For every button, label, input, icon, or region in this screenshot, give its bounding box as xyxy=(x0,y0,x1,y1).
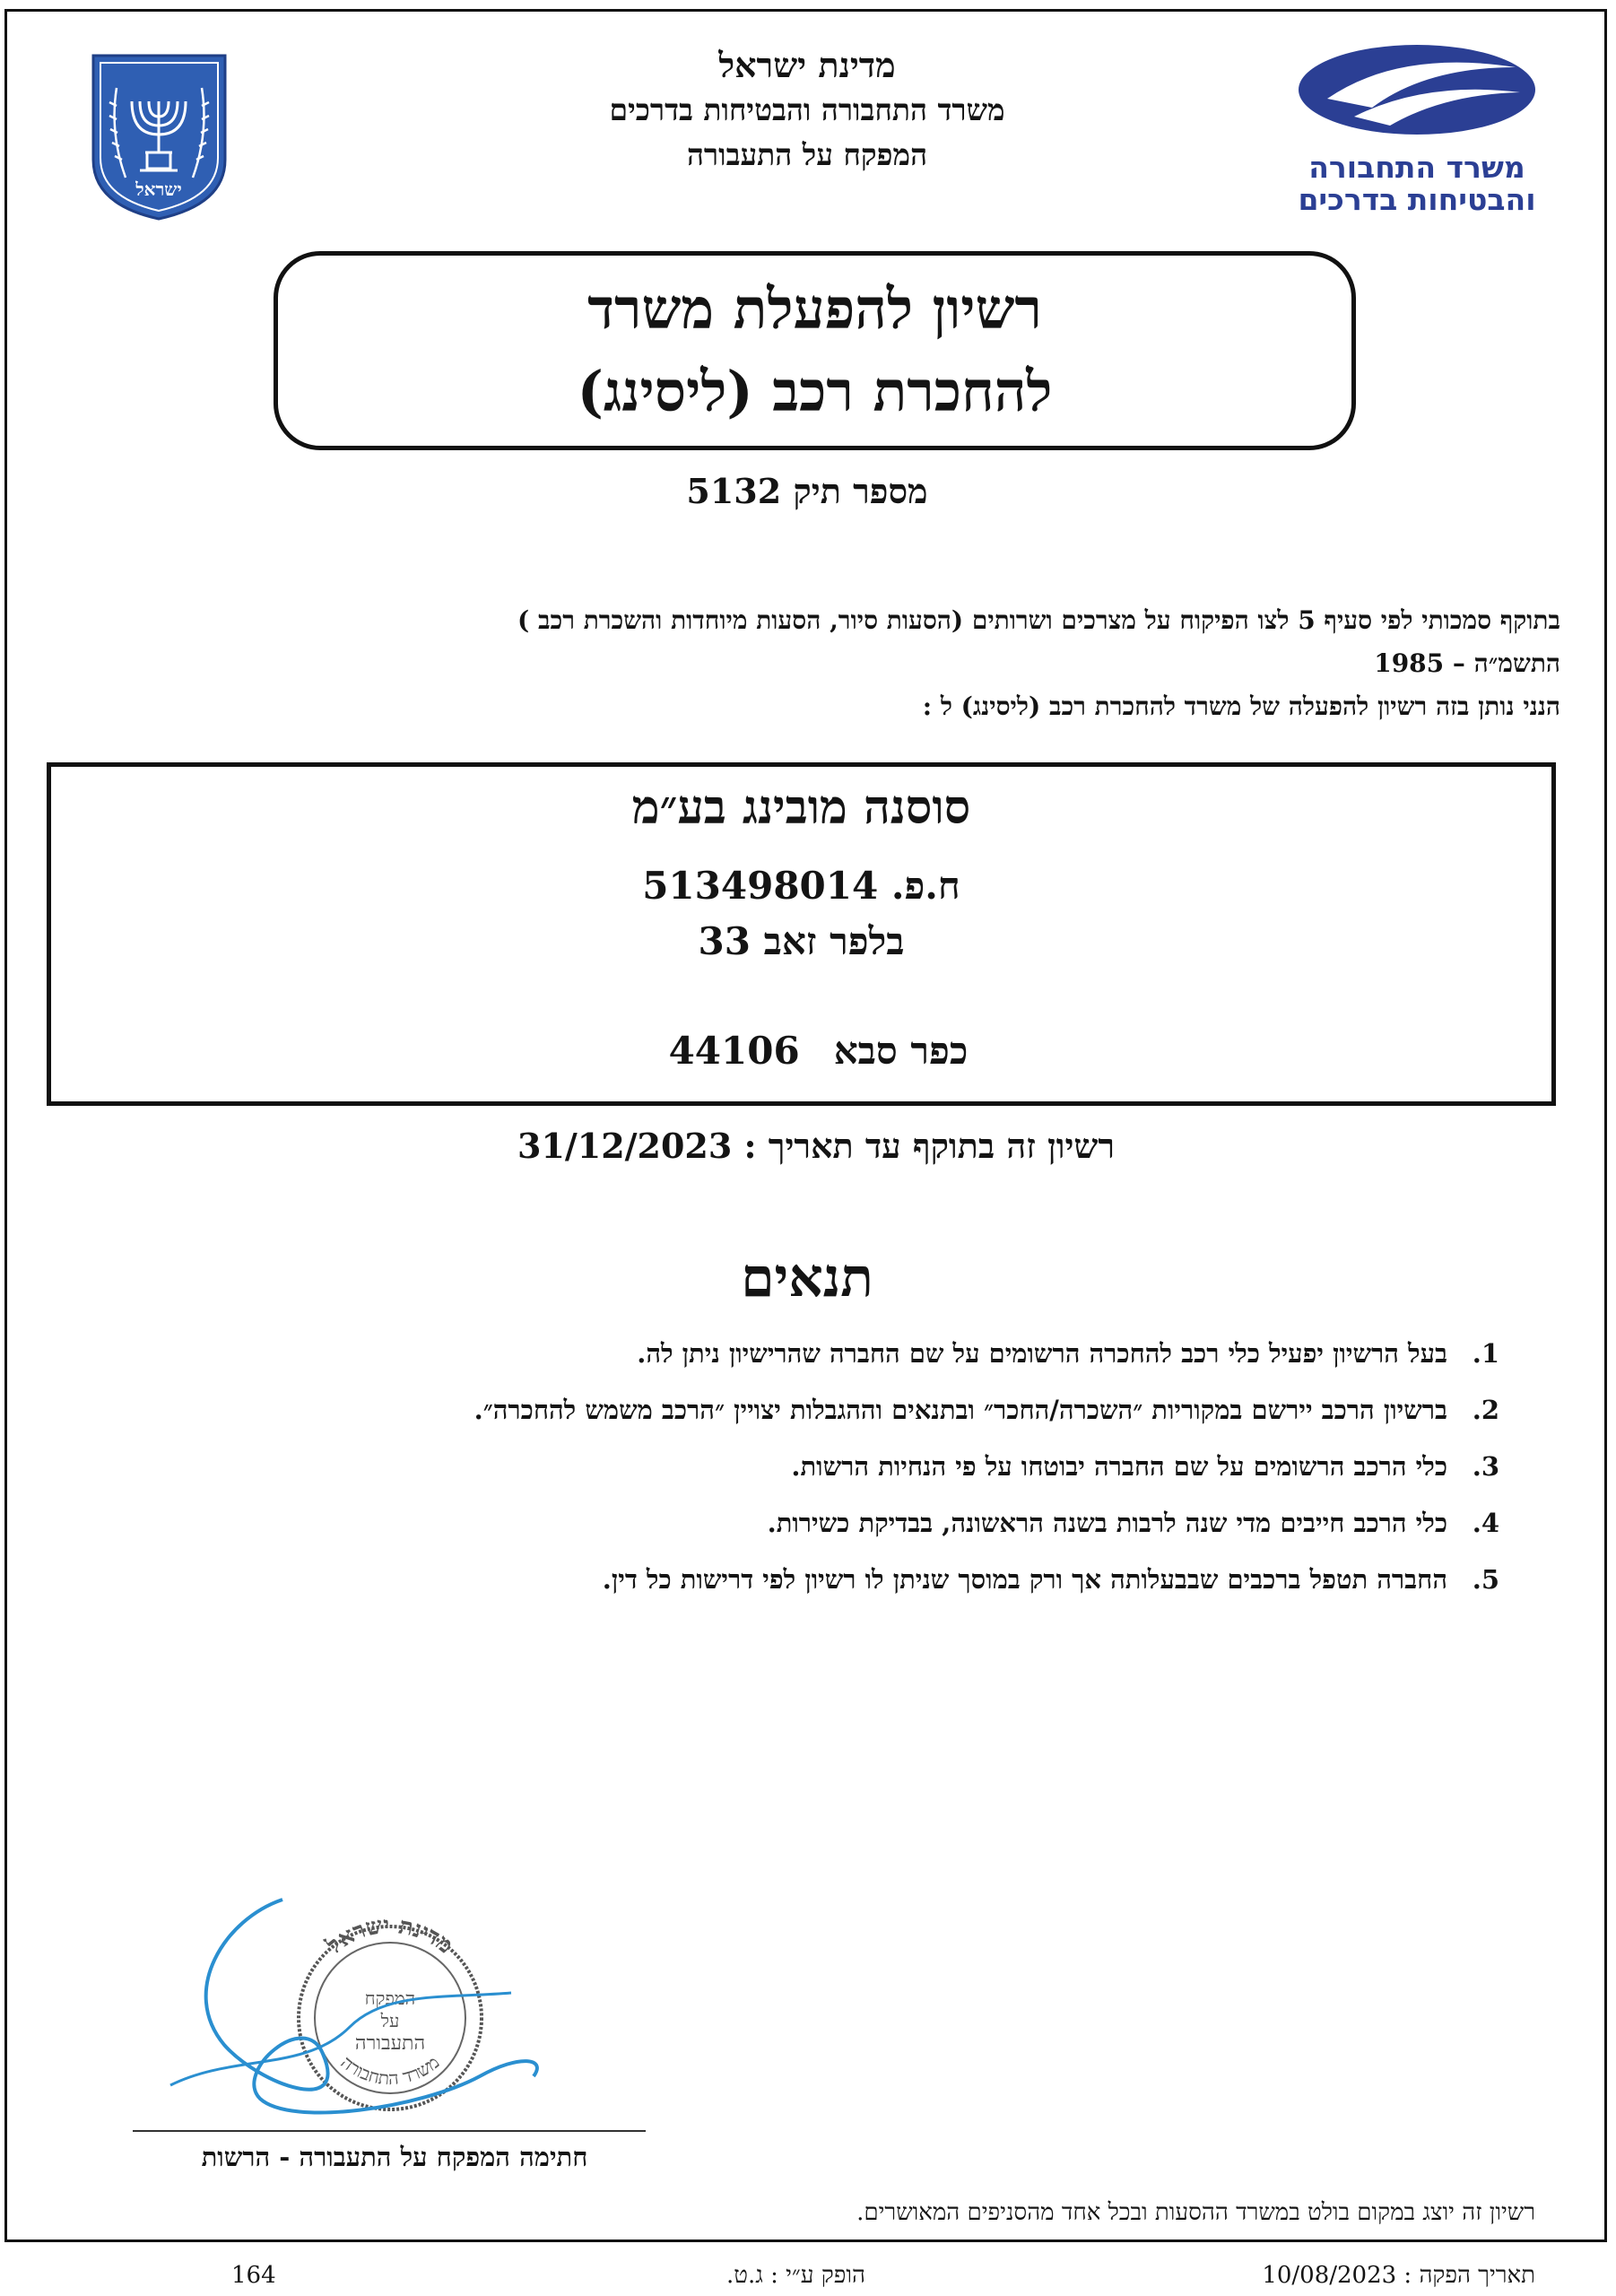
stamp-inner-line-3: התעבורה xyxy=(354,2032,426,2055)
official-stamp-icon xyxy=(126,1892,583,2126)
file-number: מספר תיק 5132 xyxy=(686,471,928,511)
validity-line: רשיון זה בתוקף עד תאריך : 31/12/2023 xyxy=(517,1126,1115,1166)
conditions-list xyxy=(341,1332,1499,1614)
condition-number: 2. xyxy=(1472,1395,1499,1425)
holder-city-line xyxy=(51,1029,1551,1074)
condition-number: 4. xyxy=(1472,1508,1499,1538)
stamp-inner-line-2: על xyxy=(380,2010,400,2031)
stamp-and-signature xyxy=(126,1892,583,2126)
logo-line-2: והבטיחות בדרכים xyxy=(1298,182,1536,217)
authority-line-3: הנני נותן בזה רשיון להפעלה של משרד להחכרת רכב (ליסינג) ל : xyxy=(922,691,1560,721)
condition-number: 5. xyxy=(1472,1564,1499,1595)
authority-line-1: בתוקף סמכותי לפי סעיף 5 לצו הפיקוח על מצרכים ושרותים (הסעות סיור, הסעות מיוחדות והשכרת רכב ) xyxy=(517,605,1560,635)
state-emblem xyxy=(90,52,229,222)
license-title-box xyxy=(274,251,1356,450)
logo-line-1: משרד התחבורה xyxy=(1308,150,1525,185)
condition-text: כלי הרכב הרשומים על שם החברה יבוטחו על פי הנחיות הרשות. xyxy=(791,1451,1447,1482)
svg-text:מדינת ישראל xyxy=(321,1912,458,1960)
condition-item xyxy=(341,1445,1499,1501)
supervisor-name: המפקח על התעבורה xyxy=(686,137,928,172)
condition-item xyxy=(341,1388,1499,1445)
stamp-outer-text: מדינת ישראל xyxy=(321,1911,458,1960)
holder-zip: 44106 xyxy=(668,1029,800,1073)
condition-text: ברשיון הרכב יירשם במקוריות ״השכרה/החכר״ ובתנאים וההגבלות יצויין ״הרכב משמש להחכרה״. xyxy=(474,1395,1447,1425)
display-notice: רשיון זה יוצג במקום בולט במשרד ההסעות ובכל אחד מהסניפים המאושרים. xyxy=(856,2199,1535,2226)
ministry-logo xyxy=(1291,40,1542,229)
conditions-title: תנאים xyxy=(741,1247,873,1309)
ministry-name: משרד התחבורה והבטיחות בדרכים xyxy=(609,92,1005,127)
license-title-line-1: רשיון להפעלת משרד xyxy=(587,276,1042,342)
state-name: מדינת ישראל xyxy=(718,45,896,85)
signature-caption: חתימה המפקח על התעבורה - הרשות xyxy=(201,2142,588,2172)
holder-company-id: ח.פ. 513498014 xyxy=(642,864,960,908)
emblem-caption: ישראל xyxy=(135,178,182,200)
condition-text: החברה תטפל ברכבים שבבעלותה אך ורק במוסך שניתן לו רשיון לפי דרישות כל דין. xyxy=(602,1564,1447,1595)
holder-city: כפר סבא xyxy=(833,1029,969,1073)
footer-issued-by: הופק ע״י : ג.ט. xyxy=(726,2262,865,2289)
condition-item xyxy=(341,1558,1499,1614)
condition-text: כלי הרכב חייבים מדי שנה לרבות בשנה הראשונה, בבדיקת כשירות. xyxy=(767,1508,1447,1538)
condition-number: 3. xyxy=(1472,1451,1499,1482)
document-header xyxy=(502,43,1112,178)
authority-paragraph xyxy=(233,599,1560,728)
holder-street: בלפר זאב 33 xyxy=(698,919,905,963)
authority-line-2: התשמ״ה – 1985 xyxy=(1374,648,1560,678)
license-holder-box xyxy=(47,762,1556,1106)
stamp-bottom-text: משרד התחבורה xyxy=(336,2051,444,2090)
condition-number: 1. xyxy=(1472,1338,1499,1369)
footer-page-code: 164 xyxy=(231,2262,276,2289)
footer-issue-date: תאריך הפקה : 10/08/2023 xyxy=(1262,2262,1535,2289)
signature-line xyxy=(133,2130,646,2132)
menorah-emblem-icon xyxy=(90,52,229,222)
ministry-logo-icon xyxy=(1291,40,1542,148)
holder-name: סוסנה מובינג בע״מ xyxy=(631,780,971,835)
stamp-inner-line-1: המפקח xyxy=(364,1987,416,2009)
condition-item xyxy=(341,1501,1499,1558)
condition-item xyxy=(341,1332,1499,1388)
license-title-line-2: להחכרת רכב (ליסינג) xyxy=(577,359,1053,424)
condition-text: בעל הרשיון יפעיל כלי רכב להחכרה הרשומים על שם החברה שהרישיון ניתן לה. xyxy=(637,1338,1447,1369)
